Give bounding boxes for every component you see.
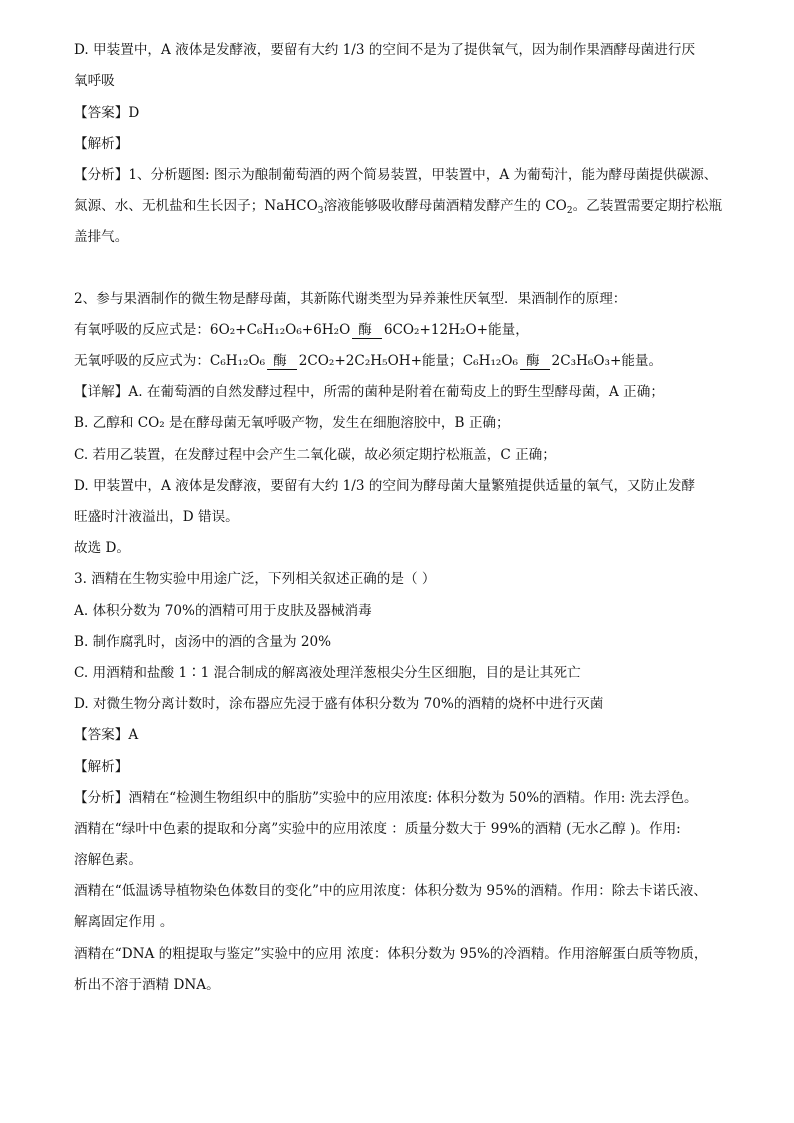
anaerobic-products-2: 2C₃H₆O₃+能量。: [551, 353, 663, 369]
answer-label-q3: 【答案】A: [74, 727, 139, 743]
enzyme-arrow: 酶: [520, 353, 550, 370]
subscript: 2: [566, 206, 573, 216]
principle-intro: 2、参与果酒制作的微生物是酵母菌，其新陈代谢类型为异养兼性厌氧型．果酒制作的原理：: [74, 291, 627, 307]
q3-option-a: A. 体积分数为 70%的酒精可用于皮肤及器械消毒: [74, 603, 372, 619]
analysis-label-q3: 【解析】: [74, 759, 129, 775]
aerobic-equation: [74, 320, 529, 340]
q3-option-c: C. 用酒精和盐酸 1∶1 混合制成的解离液处理洋葱根尖分生区细胞，目的是让其死亡: [74, 665, 581, 681]
aerobic-products: 6CO₂+12H₂O+能量，: [383, 322, 529, 338]
q3-analysis-1: 【分析】酒精在“检测生物组织中的脂肪”实验中的应用浓度: 体积分数为 50%的酒精。作用: 洗去浮色。: [74, 790, 698, 806]
line-option-d-prev: D. 甲装置中，A 液体是发酵液，要留有大约 1/3 的空间不是为了提供氧气，因为制作果酒酵母菌进行厌: [74, 42, 696, 58]
question-3-stem: 3. 酒精在生物实验中用途广泛，下列相关叙述正确的是（ ）: [74, 571, 436, 587]
line-option-d-prev-cont: 氧呼吸: [74, 73, 115, 89]
detail-b: B. 乙醇和 CO₂ 是在酵母菌无氧呼吸产物，发生在细胞溶胶中，B 正确；: [74, 415, 510, 431]
detail-d-cont: 旺盛时汁液溢出，D 错误。: [74, 509, 239, 525]
detail-c: C. 若用乙装置，在发酵过程中会产生二氧化碳，故必须定期拧松瓶盖，C 正确；: [74, 447, 556, 463]
q3-analysis-4-cont: 析出不溶于酒精 DNA。: [74, 977, 220, 993]
analysis-line-2: [74, 196, 722, 216]
analysis-label-q2: 【解析】: [74, 136, 129, 152]
detail-a: 【详解】A. 在葡萄酒的自然发酵过程中，所需的菌种是附着在葡萄皮上的野生型酵母菌，A 正确；: [74, 384, 664, 400]
q3-analysis-2: 酒精在“绿叶中色素的提取和分离”实验中的应用浓度 ：质量分数大于 99%的酒精 (无水乙醇 )。作用:: [74, 821, 681, 837]
analysis-line-3: 盖排气。: [74, 229, 129, 245]
q3-option-d: D. 对微生物分离计数时，涂布器应先浸于盛有体积分数为 70%的酒精的烧杯中进行灭菌: [74, 696, 604, 712]
enzyme-arrow: 酶: [352, 322, 382, 339]
aerobic-reactants: 有氧呼吸的反应式是：6O₂+C₆H₁₂O₆+6H₂O: [74, 322, 351, 338]
q3-analysis-4: 酒精在“DNA 的粗提取与鉴定”实验中的应用 浓度：体积分数为 95%的冷酒精。作用溶解蛋白质等物质，: [74, 946, 708, 962]
choice-d: 故选 D。: [74, 540, 131, 556]
analysis-line-2a: 氮源、水、无机盐和生长因子；NaHCO: [74, 198, 318, 214]
analysis-line-2c: 溶液能够吸收酵母菌酒精发酵产生的 CO: [323, 198, 567, 214]
q3-analysis-3: 酒精在“低温诱导植物染色体数目的变化”中的应用浓度：体积分数为 95%的酒精。作用：除去卡诺氏液、: [74, 883, 707, 899]
detail-d: D. 甲装置中，A 液体是发酵液，要留有大约 1/3 的空间为酵母菌大量繁殖提供适量的氧气，又防止发酵: [74, 478, 696, 494]
q3-option-b: B. 制作腐乳时，卤汤中的酒的含量为 20%: [74, 634, 332, 650]
q3-analysis-2-cont: 溶解色素。: [74, 852, 142, 868]
anaerobic-reactants: 无氧呼吸的反应式为：C₆H₁₂O₆: [74, 353, 266, 369]
anaerobic-products-1: 2CO₂+2C₂H₅OH+能量；C₆H₁₂O₆: [298, 353, 518, 369]
q3-analysis-3-cont: 解离固定作用 。: [74, 914, 174, 930]
anaerobic-equation: [74, 351, 662, 371]
analysis-line-2e: 。乙装置需要定期拧松瓶: [572, 198, 723, 214]
analysis-line-1: 【分析】1、分析题图: 图示为酿制葡萄酒的两个简易装置，甲装置中，A 为葡萄汁，能为酵母菌提供碳源、: [74, 167, 718, 183]
subscript: 3: [317, 206, 324, 216]
enzyme-arrow: 酶: [267, 353, 297, 370]
answer-label-q2: 【答案】D: [74, 105, 140, 121]
